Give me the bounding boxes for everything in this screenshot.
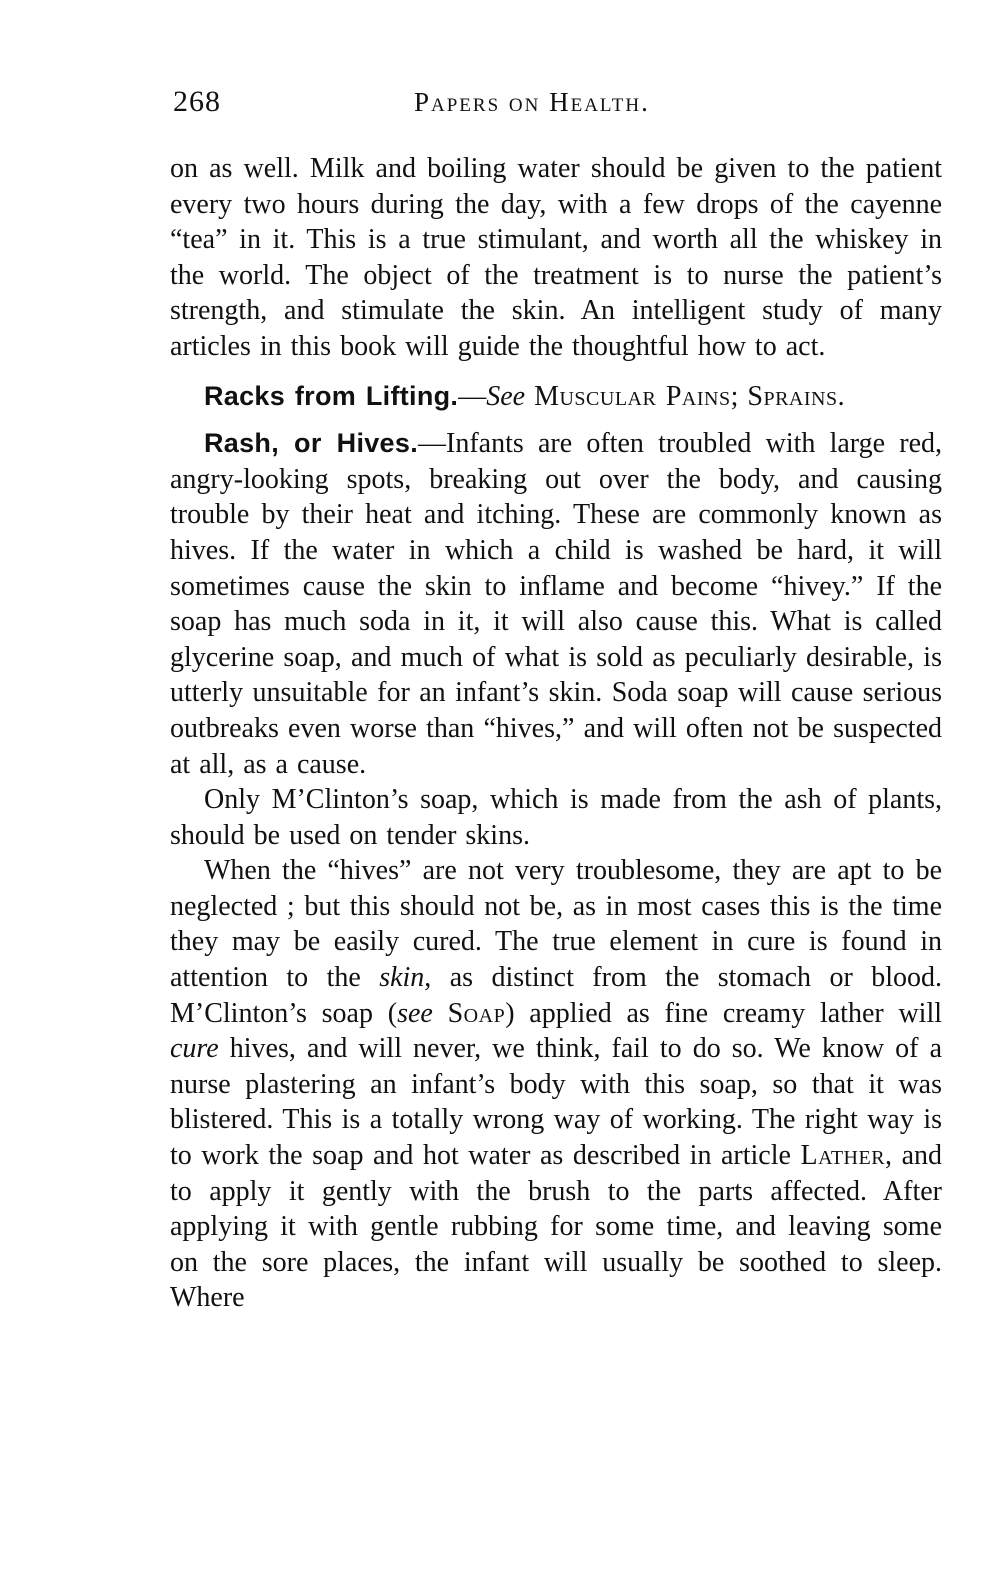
entry-heading-racks: Racks from Lifting. — [204, 380, 459, 411]
entry-heading-rash: Rash, or Hives. — [204, 428, 418, 459]
running-title: Papers on Health. — [414, 87, 650, 117]
cross-reference-sprains: Sprains — [747, 380, 838, 412]
text-segment: hives, and will never, we think, fail to do so. We know of a nurse plastering an infant’s body with this soap, so that it was blistered. This is a totally wrong way of working. The right way is to work the soap and hot water as described in article — [170, 1033, 942, 1172]
text-segment: , as distinct from the stomach or blood. M’Clinton’s soap ( — [170, 962, 942, 1029]
continuation-paragraph: on as well. Milk and boiling water should be given to the patient every two hours during the day, with a few drops of the cayenne “tea” in it. This is a true stimulant, and worth all the whiskey in the world. The object of the treatment is to nurse the patient’s strength, and stimulate the skin. An intelligent study of many articles in this book will guide the thoughtful how to act. — [170, 153, 942, 362]
emphasis-skin: skin — [379, 962, 425, 994]
cross-reference-muscular-pains: Muscular Pains — [534, 380, 731, 412]
entry-racks-from-lifting — [170, 379, 942, 415]
dash: — — [458, 380, 487, 412]
entry-body-rash: —Infants are often troubled with large red, angry-looking spots, breaking out over the body, and causing trouble by their heat and itching. These are commonly known as hives. If the water in which a child is washed be hard, it will sometimes cause the skin to inflame and become “hivey.” If the soap has much soda in it, it will also cause this. What is called glycerine soap, and much of what is sold as peculiarly desirable, is utterly unsuitable for an infant’s skin. Soda soap will cause serious outbreaks even worse than “hives,” and will often not be suspected at all, as a cause. — [170, 428, 942, 780]
paragraph-mclintons-soap: Only M’Clinton’s soap, which is made from the ash of plants, should be used on tender skins. — [170, 784, 942, 851]
cross-reference-soap: Soap — [447, 997, 506, 1029]
cross-reference-lather: Lather — [800, 1140, 886, 1172]
running-head — [170, 85, 942, 125]
text-segment: ) applied as fine creamy lather will — [505, 997, 943, 1029]
see-label: See — [486, 380, 526, 412]
page-number: 268 — [173, 85, 221, 118]
period: . — [837, 380, 845, 412]
text-segment: , and to apply it gently with the brush to the parts affected. After applying it with gentle rubbing for some time, and leaving some on the sore places, the infant will usually be soothed to sleep. Where — [170, 1140, 942, 1314]
entry-rash-or-hives — [170, 426, 942, 782]
text-segment: When the “hives” are not very troublesome, they are apt to be neglected ; but this should not be, as in most cases this is the time they may be easily cured. The true element in cure is found in attention to the — [170, 855, 942, 994]
paragraph-when-hives — [170, 853, 942, 1316]
emphasis-cure: cure — [170, 1033, 219, 1065]
emphasis-see: see — [397, 997, 433, 1029]
book-page — [170, 85, 942, 1316]
separator: ; — [730, 380, 748, 412]
